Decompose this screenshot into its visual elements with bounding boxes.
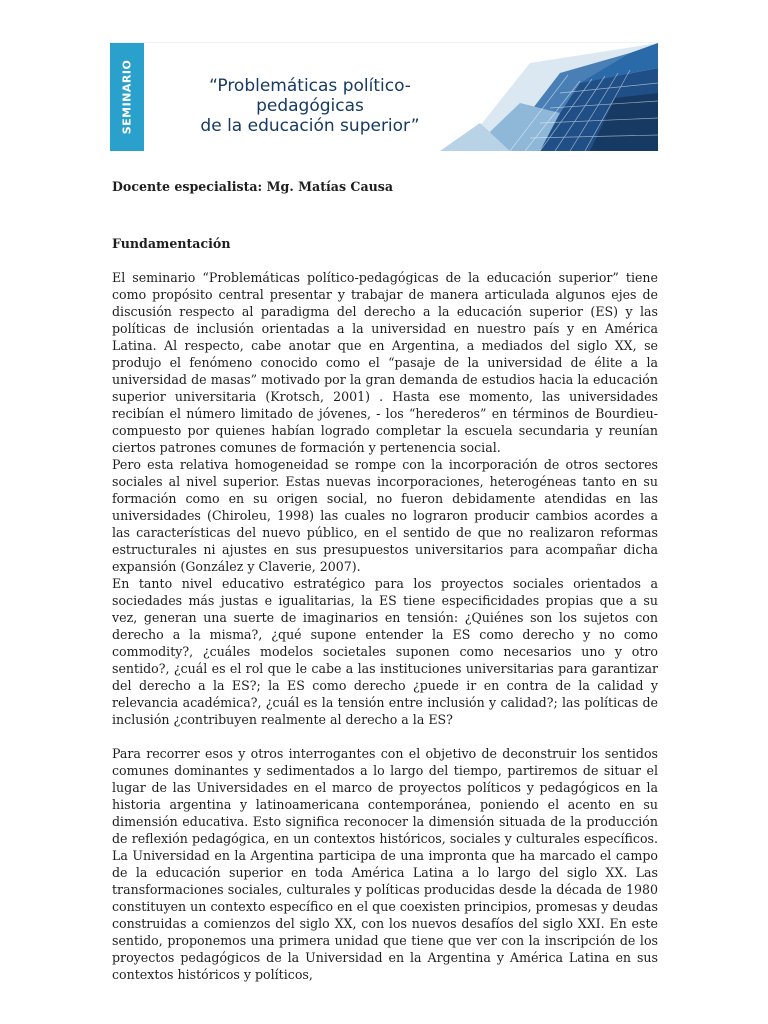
paragraph-4: Para recorrer esos y otros interrogantes con el objetivo de deconstruir los sentidos comunes dominantes y sedimentados a lo largo del tiempo, partiremos de situar el lugar de las Universidades en el marco de proyectos políticos y pedagógicos en la historia argentina y latinoamericana contemporánea, poniendo el acento en su dimensión educativa. Esto significa reconocer la dimensión situada de la producción de reflexión pedagógica, en un contextos históricos, sociales y culturales específicos. La Universidad en la Argentina participa de una impronta que ha marcado el campo de la educación superior en toda América Latina a lo largo del siglo XX. Las transformaciones sociales, culturales y políticas producidas desde la década de 1980 constituyen un contexto específico en el que coexisten principios, promesas y deudas construidas a comienzos del siglo XX, con los nuevos desafíos del siglo XXI. En este sentido, proponemos una primera unidad que tiene que ver con la inscripción de los proyectos pedagógicos de la Universidad en la Argentina y América Latina en sus contextos históricos y políticos, [112,746,658,982]
banner-title-line-1: “Problemáticas político-pedagógicas [209,76,411,116]
seminar-banner [110,42,658,151]
teacher-line: Docente especialista: Mg. Matías Causa [112,179,394,194]
banner-title-line-2: de la educación superior” [200,116,420,136]
paragraph-2: Pero esta relativa homogeneidad se rompe con la incorporación de otros sectores sociales al nivel superior. Estas nuevas incorporaciones, heterogéneas tanto en su formación como en su origen social, no fueron debidamente atendidas en las universidades (Chiroleu, 1998) las cuales no lograron producir cambios acordes a las características del nuevo público, en el sentido de que no realizaron reformas estructurales ni ajustes en sus presupuestos universitarios para acompañar dicha expansión (González y Claverie, 2007). [112,457,658,574]
geometric-building-graphic [440,43,658,151]
paragraph-3: En tanto nivel educativo estratégico para los proyectos sociales orientados a sociedades más justas e igualitarias, la ES tiene especificidades propias que a su vez, generan una suerte de imaginarios en tensión: ¿Quiénes son los sujetos con derecho a la misma?, ¿qué supone entender la ES como derecho y no como commodity?, ¿cuáles modelos societales suponen como necesarios uno y otro sentido?, ¿cuál es el rol que le cabe a las instituciones universitarias para garantizar del derecho a la ES?; la ES como derecho ¿puede ir en contra de la calidad y relevancia académica?, ¿cuál es la tensión entre inclusión y calidad?; las políticas de inclusión ¿contribuyen realmente al derecho a la ES? [112,576,658,727]
banner-title [160,76,460,136]
banner-side-stripe [110,43,144,151]
banner-side-label: SEMINARIO [120,59,134,135]
document-body [112,178,658,983]
section-heading: Fundamentación [112,236,231,251]
paragraph-1: El seminario “Problemáticas político-pedagógicas de la educación superior” tiene como propósito central presentar y trabajar de manera articulada algunos ejes de discusión respecto al paradigma del derecho a la educación superior (ES) y las políticas de inclusión orientadas a la universidad en nuestro país y en América Latina. Al respecto, cabe anotar que en Argentina, a mediados del siglo XX, se produjo el fenómeno conocido como el “pasaje de la universidad de élite a la universidad de masas” motivado por la gran demanda de estudios hacia la educación superior universitaria (Krotsch, 2001) . Hasta ese momento, las universidades recibían el número limitado de jóvenes, - los “herederos” en términos de Bourdieu- compuesto por quienes habían logrado completar la escuela secundaria y reunían ciertos patrones comunes de formación y pertenencia social. [112,270,658,455]
